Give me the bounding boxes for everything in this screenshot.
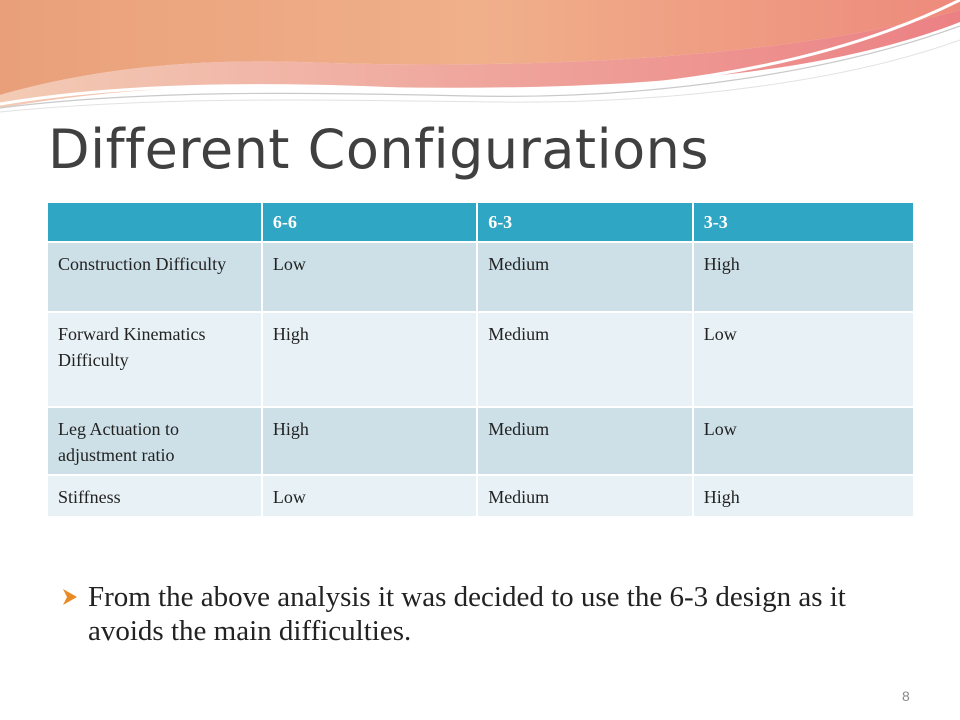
row-label: Construction Difficulty [48,242,262,312]
header-cell-6-3: 6-3 [477,203,693,242]
cell-3-3: Low [693,407,913,475]
cell-3-3: High [693,242,913,312]
conclusion-bullet [62,580,922,648]
cell-6-6: High [262,312,477,407]
page-number: 8 [902,688,910,704]
slide-title: Different Configurations [48,118,709,181]
cell-3-3: Low [693,312,913,407]
cell-6-3: Medium [477,312,693,407]
conclusion-text: From the above analysis it was decided to use the 6-3 design as it avoids the main difficulties. [88,581,846,647]
configuration-table [48,203,913,516]
cell-6-3: Medium [477,407,693,475]
table-header-row [48,203,913,242]
cell-6-6: High [262,407,477,475]
cell-3-3: High [693,475,913,516]
table-row [48,312,913,407]
cell-6-3: Medium [477,242,693,312]
row-label: Stiffness [48,475,262,516]
header-cell-3-3: 3-3 [693,203,913,242]
arrow-bullet-icon [62,588,78,606]
header-cell-6-6: 6-6 [262,203,477,242]
row-label: Forward Kinematics Difficulty [48,312,262,407]
cell-6-3: Medium [477,475,693,516]
cell-6-6: Low [262,242,477,312]
table-row [48,475,913,516]
row-label: Leg Actuation to adjustment ratio [48,407,262,475]
header-cell-empty [48,203,262,242]
cell-6-6: Low [262,475,477,516]
table-row [48,407,913,475]
table-row [48,242,913,312]
